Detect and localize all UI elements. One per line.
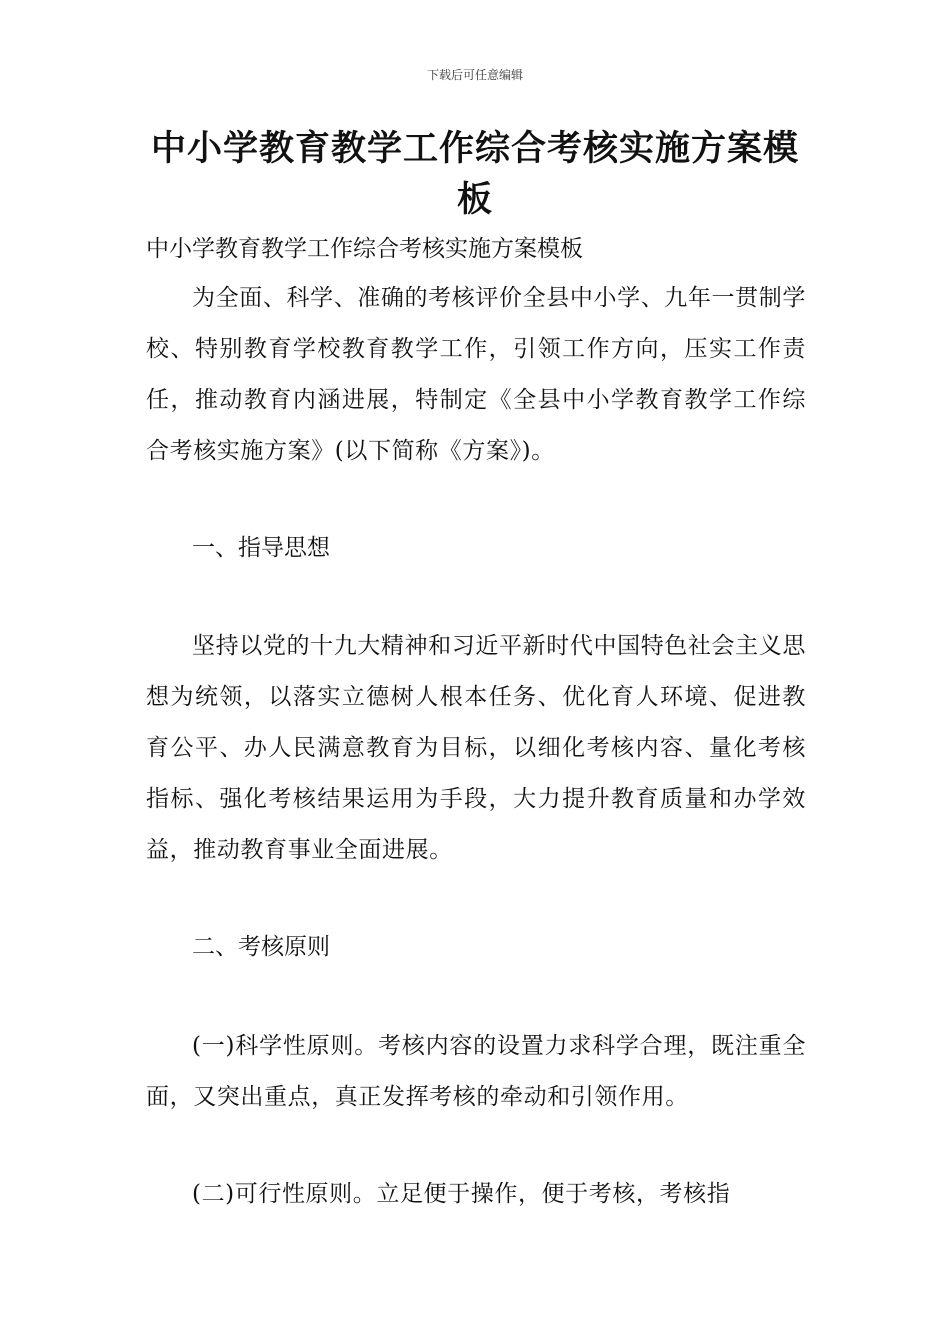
header-note: 下载后可任意编辑 bbox=[426, 68, 523, 82]
section-heading-guiding-ideology: 一、指导思想 bbox=[192, 535, 330, 561]
principle-feasibility-paragraph: (二)可行性原则。立足便于操作，便于考核，考核指 bbox=[192, 1181, 731, 1207]
guiding-ideology-paragraph: 坚持以党的十九大精神和习近平新时代中国特色社会主义思想为统领，以落实立德树人根本任务、优化育人环境、促进教育公平、办人民满意教育为目标，以细化考核内容、量化考核指标、强化考核结果运用为手段，大力提升教育质量和办学效益，推动教育事业全面进展。 bbox=[146, 633, 806, 863]
document-subtitle: 中小学教育教学工作综合考核实施方案模板 bbox=[146, 236, 583, 262]
section-heading-assessment-principles: 二、考核原则 bbox=[192, 934, 330, 960]
principle-scientific-paragraph: (一)科学性原则。考核内容的设置力求科学合理，既注重全面，又突出重点，真正发挥考核的牵动和引领作用。 bbox=[146, 1033, 806, 1110]
document-title: 中小学教育教学工作综合考核实施方案模板 bbox=[150, 129, 799, 220]
intro-paragraph: 为全面、科学、准确的考核评价全县中小学、九年一贯制学校、特别教育学校教育教学工作，引领工作方向，压实工作责任，推动教育内涵进展，特制定《全县中小学教育教学工作综合考核实施方案》(以下简称《方案》)。 bbox=[146, 285, 806, 464]
